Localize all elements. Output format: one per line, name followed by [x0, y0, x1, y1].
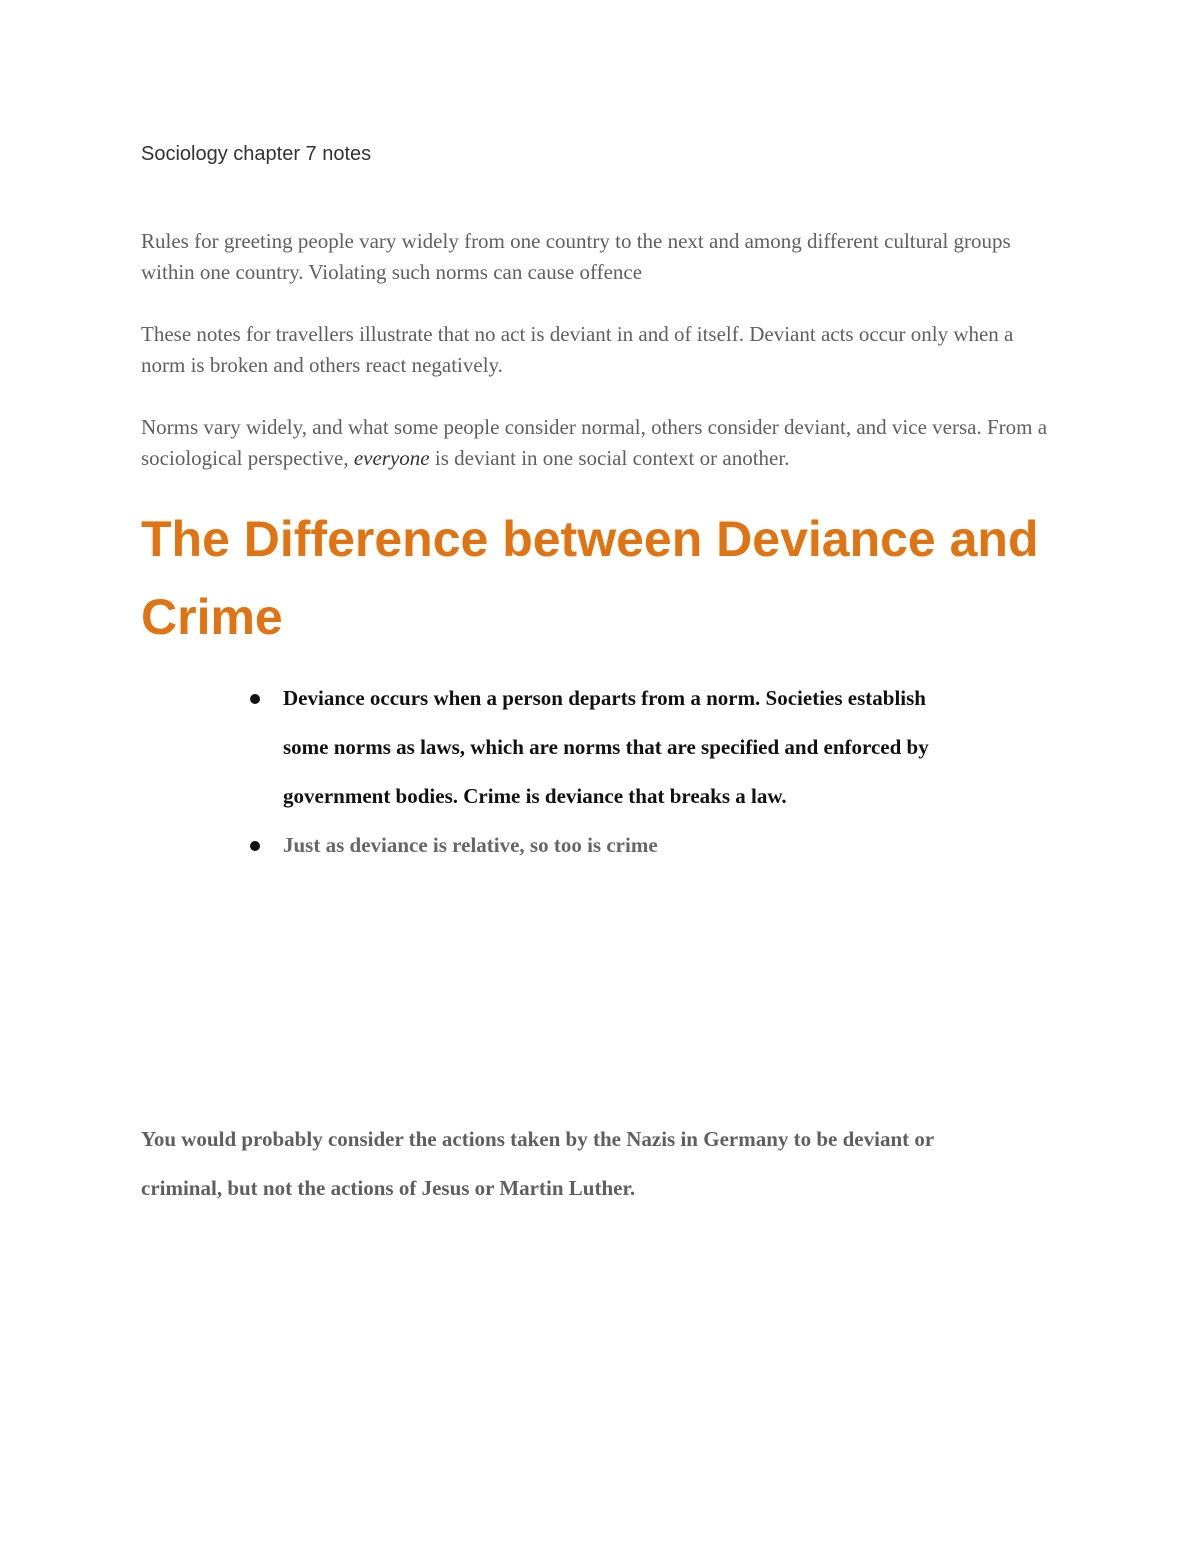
bullet-dot-icon	[250, 841, 260, 851]
closing-paragraph: You would probably consider the actions taken by the Nazis in Germany to be deviant or criminal, but not the actions of Jesus or Martin Luther.	[141, 1127, 934, 1200]
bullet-item-crime-relative	[250, 821, 970, 870]
bullet-list	[250, 674, 970, 870]
paragraph-norms-emphasis: everyone	[353, 446, 430, 470]
section-heading: The Difference between Deviance and Crime	[141, 511, 1039, 645]
paragraph-norms-vary	[141, 412, 1061, 474]
paragraph-norms-text-after: is deviant in one social context or another.	[429, 446, 790, 470]
paragraph-norms-text-before: Norms vary widely, and what some people consider normal, others consider deviant, and vice versa. From a sociological perspective,	[141, 415, 1048, 470]
bullet-dot-icon	[250, 694, 260, 704]
document-title: Sociology chapter 7 notes	[141, 143, 372, 165]
paragraph-greeting-rules: Rules for greeting people vary widely from one country to the next and among different cultural groups within one country. Violating such norms can cause offence	[141, 229, 1011, 284]
bullet-text: Just as deviance is relative, so too is crime	[283, 833, 658, 857]
bullet-text: Deviance occurs when a person departs from a norm. Societies establish some norms as laws, which are norms that are specified and enforced by government bodies. Crime is deviance that breaks a law.	[283, 686, 929, 808]
paragraph-travellers-notes: These notes for travellers illustrate that no act is deviant in and of itself. Deviant acts occur only when a norm is broken and others react negatively.	[141, 322, 1014, 377]
bullet-item-deviance-definition	[250, 674, 970, 821]
